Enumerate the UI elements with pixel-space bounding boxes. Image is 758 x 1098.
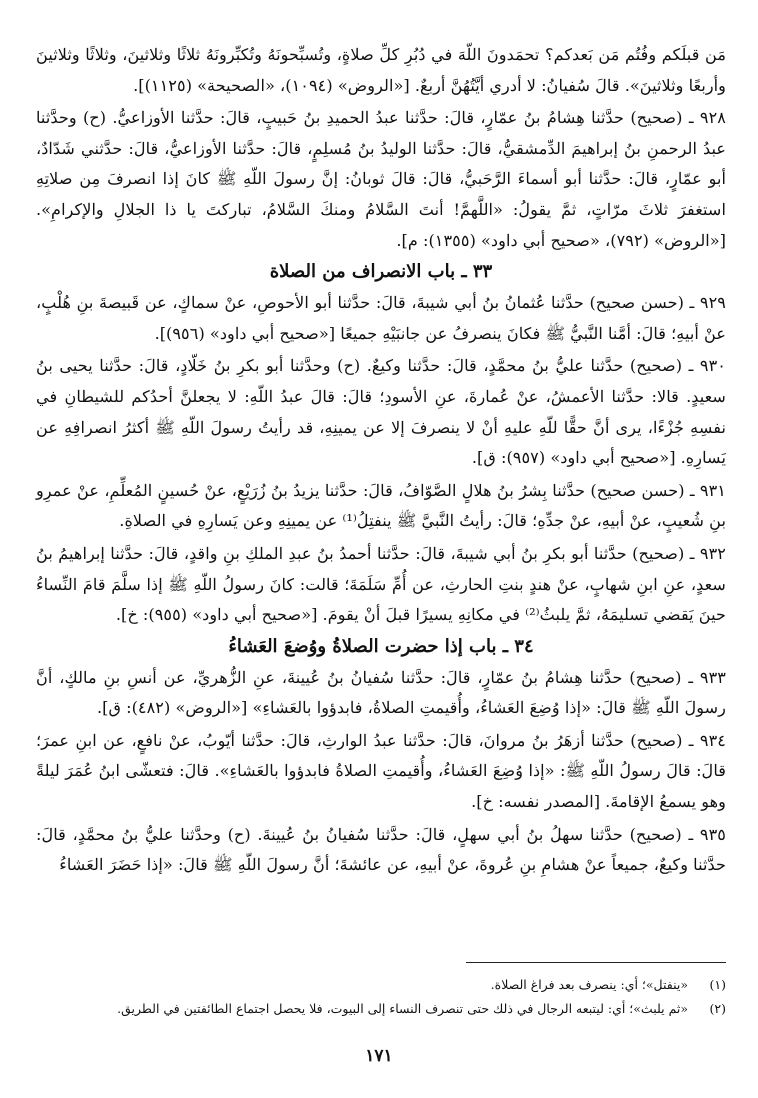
paragraph-intro: مَن قبلَكم وفُتُم مَن بَعدكم؟ تحمَدونَ اللّهَ في دُبُرِ كلِّ صلاةٍ، وتُسبِّحونَهُ وتُكبِّرونَهُ ثلاثًا وثلاثينَ، وثلاثًا وثلاثينَ وأربعًا وثلاثينَ». قالَ سُفيانُ: لا أدري أيَّتُهُنَّ أربعٌ. [«الروض» (١٠٩٤)، «الصحيحة» (١١٢٥)]. xyxy=(36,45,726,95)
hadith-931: ٩٣١ ـ (حسن صحيح) حدَّثنا بِشرُ بنُ هلالٍ الصَّوّافُ، قالَ: حدَّثنا يزيدُ بنُ زُرَيْعٍ، عنْ حُسينٍ المُعلِّمِ، عنْ عمرِو بنِ شُعيبٍ، عنْ أبيهِ، عنْ جدِّهِ؛ قالَ: رأيتُ النَّبيَّ ﷺ ينفتِلُ⁽¹⁾ عن يمينِهِ وعن يَسارِهِ في الصلاةِ. xyxy=(36,480,726,531)
hadith-932: ٩٣٢ ـ (صحيح) حدَّثنا أبو بكرِ بنُ أبي شيبةَ، قالَ: حدَّثنا أحمدُ بنُ عبدِ الملكِ بنِ واقدٍ، قالَ: حدَّثنا إبراهيمُ بنُ سعدٍ، عنِ ابنِ شهابٍ، عنْ هندٍ بنتِ الحارثِ، عن أُمِّ سَلَمَةَ؛ قالت: كانَ رسولُ اللّهِ ﷺ إذا سلَّمَ قامَ النِّساءُ حينَ يَقضي تسليمَهُ، ثمَّ يلبثُ⁽²⁾ في مكانِهِ يسيرًا قبلَ أنْ يقومَ. [«صحيح أبي داود» (٩٥٥): خ]. xyxy=(36,543,726,625)
footnote-number: (١) xyxy=(709,977,726,992)
chapter-heading-34: ٣٤ ـ باب إذا حضرت الصلاةُ ووُضعَ العَشاءُ xyxy=(228,635,534,657)
hadith-934: ٩٣٤ ـ (صحيح) حدَّثنا أزهَرُ بنُ مروانَ، قالَ: حدَّثنا عبدُ الوارثِ، قالَ: حدَّثنا أيّوبُ، عنْ نافعٍ، عن ابنِ عمرَ؛ قالَ: قالَ رسولُ اللّهِ ﷺ: «إذا وُضِعَ العَشاءُ، وأُقيمتِ الصلاةُ فابدؤوا بالعَشاءِ». قالَ: فتعشّى ابنُ عُمَرَ ليلةً وهو يسمعُ الإقامةَ. [المصدر نفسه: خ]. xyxy=(36,730,726,812)
hadith-929: ٩٢٩ ـ (حسن صحيح) حدَّثنا عُثمانُ بنُ أبي شيبةَ، قالَ: حدَّثنا أبو الأحوصِ، عنْ سماكٍ، عن قَبيصةَ بنِ هُلْبٍ، عنْ أبيهِ؛ قالَ: أمَّنا النَّبيُّ ﷺ فكانَ ينصرفُ عن جانبَيْهِ جميعًا [«صحيح أبي داود» (٩٥٦)]. xyxy=(36,293,726,343)
hadith-935: ٩٣٥ ـ (صحيح) حدَّثنا سهلُ بنُ أبي سهلٍ، قالَ: حدَّثنا سُفيانُ بنُ عُيينةَ. (ح) وحدَّثنا عليُّ بنُ محمَّدٍ، قالَ: حدَّثنا وكيعٌ، جميعاً عنْ هشامِ بنِ عُروةَ، عنْ أبيهِ، عن عائشةَ؛ أنَّ رسولَ اللّهِ ﷺ قالَ: «إذا حَضَرَ العَشاءُ xyxy=(36,824,726,875)
footnote-2 xyxy=(36,997,726,1021)
footnote-number: (٢) xyxy=(709,1001,726,1016)
footnote-1 xyxy=(36,973,726,997)
footnote-text: «ثم يلبث»؛ أي: ليتبعه الرجال في ذلك حتى تنصرف النساء إلى البيوت، فلا يحصل اجتماع الطائفتين في الطريق. xyxy=(117,1001,689,1016)
footnotes xyxy=(36,962,726,1021)
footnote-divider xyxy=(466,962,726,963)
footnote-text: «ينفتل»؛ أي: ينصرف بعد فراغ الصلاة. xyxy=(490,977,689,992)
hadith-933: ٩٣٣ ـ (صحيح) حدَّثنا هِشامُ بنُ عمّارٍ، قالَ: حدَّثنا سُفيانُ بنُ عُيينةَ، عنِ الزُّهريِّ، عن أنسِ بنِ مالكٍ، أنَّ رسولَ اللّهِ ﷺ قالَ: «إذا وُضِعَ العَشاءُ، وأُقيمتِ الصلاةُ، فابدؤوا بالعَشاءِ» [«الروض» (٤٨٢): ق]. xyxy=(36,667,726,718)
chapter-heading-33: ٣٣ ـ باب الانصراف من الصلاة xyxy=(269,261,493,283)
page-body xyxy=(36,40,726,881)
hadith-928: ٩٢٨ ـ (صحيح) حدَّثنا هِشامُ بنُ عمّارٍ، قالَ: حدَّثنا عبدُ الحميدِ بنُ حَبيبٍ، قالَ: حدَّثنا الأوزاعيُّ. (ح) وحدَّثنا عبدُ الرحمنِ بنُ إبراهيمَ الدِّمشقيُّ، قالَ: حدَّثنا الوليدُ بنُ مُسلِمٍ، قالَ: حدَّثنا الأوزاعيُّ، قالَ: حدَّثني شَدّادٌ، أبو عمّارٍ، قالَ: حدَّثنا أبو أسماءَ الرَّحَبيُّ، قالَ: قالَ ثوبانُ: إنَّ رسولَ اللّهِ ﷺ كانَ إذا انصرفَ مِن صلاتِهِ استغفرَ ثلاثَ مرّاتٍ، ثمَّ يقولُ: «اللَّهمَّ! أنتَ السَّلامُ ومنكَ السَّلامُ، تباركتَ يا ذا الجلالِ والإكرامِ». [«الروض» (٧٩٢)، «صحيح أبي داود» (١٣٥٥): م]. xyxy=(36,108,726,250)
hadith-930: ٩٣٠ ـ (صحيح) حدَّثنا عليُّ بنُ محمَّدٍ، قالَ: حدَّثنا وكيعٌ. (ح) وحدَّثنا أبو بكرِ بنُ خَلّادٍ، قالَ: حدَّثنا يحيى بنُ سعيدٍ. قالا: حدَّثنا الأعمشُ، عنْ عُمارةَ، عنِ الأسودِ؛ قالَ: قالَ عبدُ اللّهِ: لا يجعلنَّ أحدُكم للشيطانِ في نفسِهِ جُزْءًا، يرى أنَّ حقًّا للّهِ عليهِ أنْ لا ينصرفَ إلا عن يمينِهِ، قد رأيتُ رسولَ اللّهِ ﷺ أكثرُ انصرافِهِ عن يَسارِهِ. [«صحيح أبي داود» (٩٥٧): ق]. xyxy=(36,356,726,468)
page-number: ١٧١ xyxy=(365,1046,393,1066)
